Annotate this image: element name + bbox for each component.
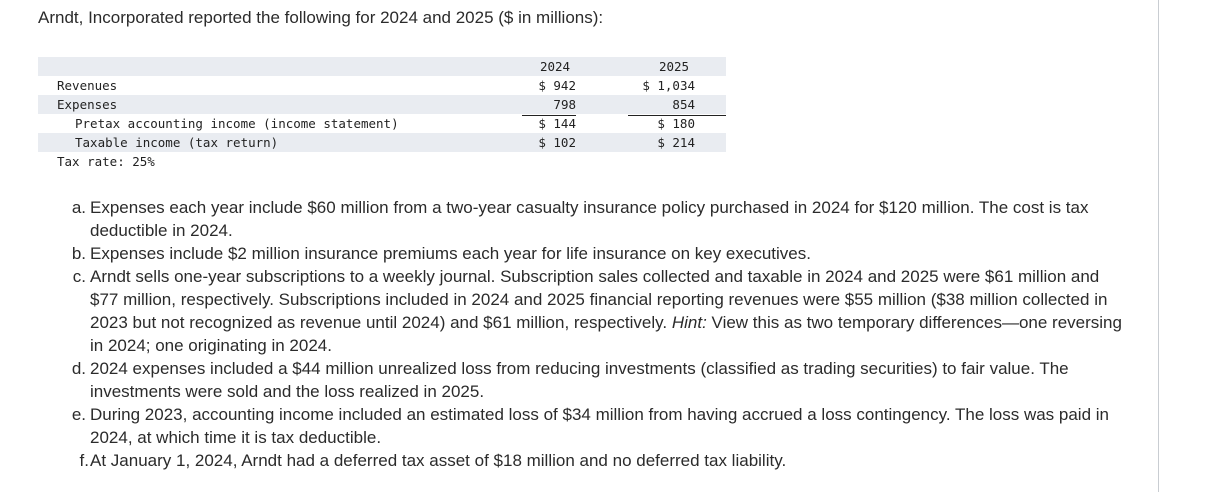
notes-list	[68, 196, 1128, 472]
list-item	[68, 242, 1128, 265]
item-text: At January 1, 2024, Arndt had a deferred tax asset of $18 million and no deferred tax liability.	[90, 451, 787, 470]
row-band	[38, 57, 726, 76]
item-marker: a.	[71, 198, 86, 217]
item-text: Expenses each year include $60 million from a two-year casualty insurance policy purchased in 2024 for $120 million. The cost is tax deductible in 2024.	[90, 198, 1089, 240]
list-item	[68, 449, 1128, 472]
item-text: Expenses include $2 million insurance premiums each year for life insurance on key executives.	[90, 244, 811, 263]
item-marker: f.	[79, 451, 89, 470]
item-text: During 2023, accounting income included an estimated loss of $34 million from having accrued a loss contingency. The loss was paid in 2024, at which time it is tax deductible.	[90, 405, 1109, 447]
value-revenues-2024: $ 942	[538, 78, 576, 93]
hint-label: Hint:	[671, 313, 707, 332]
value-pretax-2024: $ 144	[538, 116, 576, 131]
right-divider	[1158, 0, 1159, 492]
list-item	[68, 196, 1128, 242]
item-marker: c.	[72, 267, 86, 286]
year-header-2024: 2024	[539, 59, 571, 74]
list-item	[68, 357, 1128, 403]
item-text: Arndt sells one-year subscriptions to a weekly journal. Subscription sales collected and taxable in 2024 and 2025 were $61 million and $77 million, respectively. Subscriptions included in 2024 and 2025 financial reporting revenues were $55 million ($38 million collected in 2023 but not recognized as revenue until 2024) and $61 million, respectively.	[90, 267, 1108, 332]
value-taxable-2024: $ 102	[538, 135, 576, 150]
item-marker: d.	[71, 359, 86, 378]
hint-text: View this as two temporary differences—one reversing in 2024; one originating in 2024.	[90, 313, 1122, 355]
list-item	[68, 403, 1128, 449]
list-item	[68, 265, 1128, 357]
tax-rate: Tax rate: 25%	[57, 154, 155, 169]
value-revenues-2025: $ 1,034	[642, 78, 695, 93]
item-marker: b.	[71, 244, 86, 263]
row-label-revenues: Revenues	[57, 78, 118, 93]
value-pretax-2025: $ 180	[657, 116, 695, 131]
intro-text: Arndt, Incorporated reported the following for 2024 and 2025 ($ in millions):	[38, 8, 604, 27]
value-expenses-2024: 798	[553, 97, 576, 112]
item-text: 2024 expenses included a $44 million unrealized loss from reducing investments (classified as trading securities) to fair value. The investments were sold and the loss realized in 2025.	[90, 359, 1069, 401]
value-taxable-2025: $ 214	[657, 135, 695, 150]
financial-table	[38, 57, 738, 177]
row-label-expenses: Expenses	[57, 97, 118, 112]
value-expenses-2025: 854	[672, 97, 695, 112]
row-label-pretax-income: Pretax accounting income (income statement)	[75, 116, 399, 131]
item-marker: e.	[71, 405, 86, 424]
row-label-taxable-income: Taxable income (tax return)	[75, 135, 279, 150]
year-header-2025: 2025	[658, 59, 690, 74]
